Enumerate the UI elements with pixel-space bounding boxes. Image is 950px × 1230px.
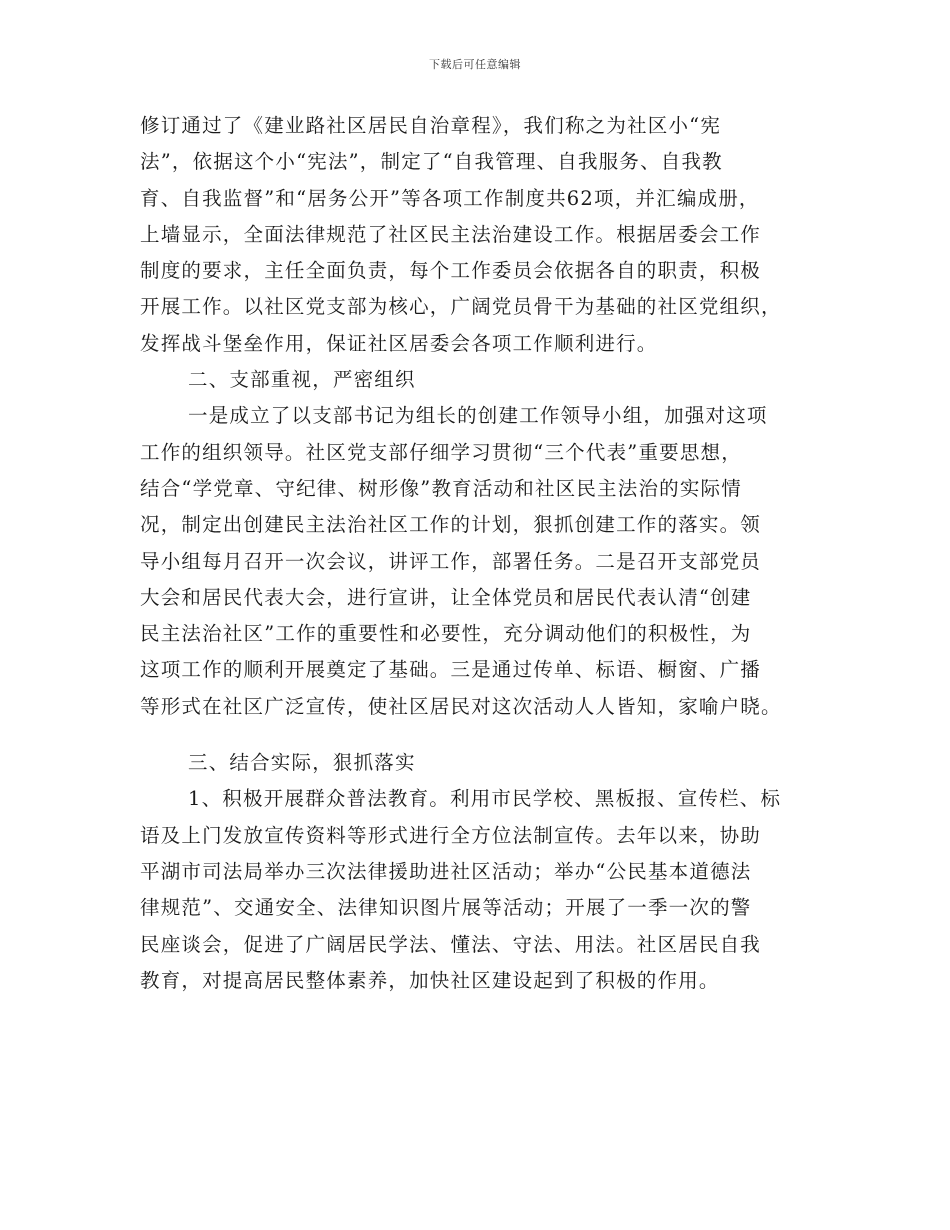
paragraph bbox=[140, 781, 815, 999]
document-body bbox=[140, 108, 815, 999]
text-line: 育、自我监督”和“居务公开”等各项工作制度共62项，并汇编成册， bbox=[140, 186, 760, 210]
text-line: 民座谈会，促进了广阔居民学法、懂法、守法、用法。社区居民自我 bbox=[140, 932, 762, 956]
text-line: 这项工作的顺利开展奠定了基础。三是通过传单、标语、橱窗、广播 bbox=[140, 658, 762, 682]
section-heading bbox=[140, 745, 815, 781]
text-line: 语及上门发放宣传资料等形式进行全方位法制宣传。去年以来，协助 bbox=[140, 823, 762, 847]
text-line: 结合“学党章、守纪律、树形像”教育活动和社区民主法治的实际情 bbox=[140, 476, 742, 500]
text-line: 平湖市司法局举办三次法律援助进社区活动；举办“公民基本道德法 bbox=[140, 859, 752, 883]
text-line: 况，制定出创建民主法治社区工作的计划，狠抓创建工作的落实。领 bbox=[140, 513, 762, 537]
text-line: 发挥战斗堡垒作用，保证社区居委会各项工作顺利进行。 bbox=[140, 331, 658, 355]
text-line: 教育，对提高居民整体素养，加快社区建设起到了积极的作用。 bbox=[140, 968, 720, 992]
text-line: 大会和居民代表大会，进行宣讲，让全体党员和居民代表认清“创建 bbox=[140, 585, 752, 609]
text-line: 上墙显示，全面法律规范了社区民主法治建设工作。根据居委会工作 bbox=[140, 222, 762, 246]
text-line: 1、积极开展群众普法教育。利用市民学校、黑板报、宣传栏、标 bbox=[188, 787, 782, 811]
paragraph bbox=[140, 398, 815, 725]
text-line: 二、支部重视，严密组织 bbox=[188, 368, 416, 392]
text-line: 导小组每月召开一次会议，讲评工作，部署任务。二是召开支部党员 bbox=[140, 549, 762, 573]
text-line: 等形式在社区广泛宣传，使社区居民对这次活动人人皆知，家喻户晓。 bbox=[140, 694, 782, 718]
page-header: 下载后可任意编辑 bbox=[429, 58, 521, 71]
text-line: 修订通过了《建业路社区居民自治章程》，我们称之为社区小“宪 bbox=[140, 114, 722, 137]
section-heading bbox=[140, 362, 815, 398]
text-line: 一是成立了以支部书记为组长的创建工作领导小组，加强对这项 bbox=[188, 404, 768, 428]
text-line: 律规范”、交通安全、法律知识图片展等活动；开展了一季一次的警 bbox=[140, 896, 752, 920]
text-line: 制度的要求，主任全面负责，每个工作委员会依据各自的职责，积极 bbox=[140, 259, 762, 283]
text-line: 民主法治社区”工作的重要性和必要性，充分调动他们的积极性，为 bbox=[140, 622, 752, 646]
paragraph-gap bbox=[140, 725, 815, 745]
text-line: 工作的组织领导。社区党支部仔细学习贯彻“三个代表”重要思想， bbox=[140, 440, 742, 464]
text-line: 开展工作。以社区党支部为核心，广阔党员骨干为基础的社区党组织， bbox=[140, 295, 782, 319]
text-line: 法”，依据这个小“宪法”，制定了“自我管理、自我服务、自我教 bbox=[140, 150, 723, 174]
paragraph bbox=[140, 108, 815, 362]
text-line: 三、结合实际，狠抓落实 bbox=[188, 751, 416, 775]
